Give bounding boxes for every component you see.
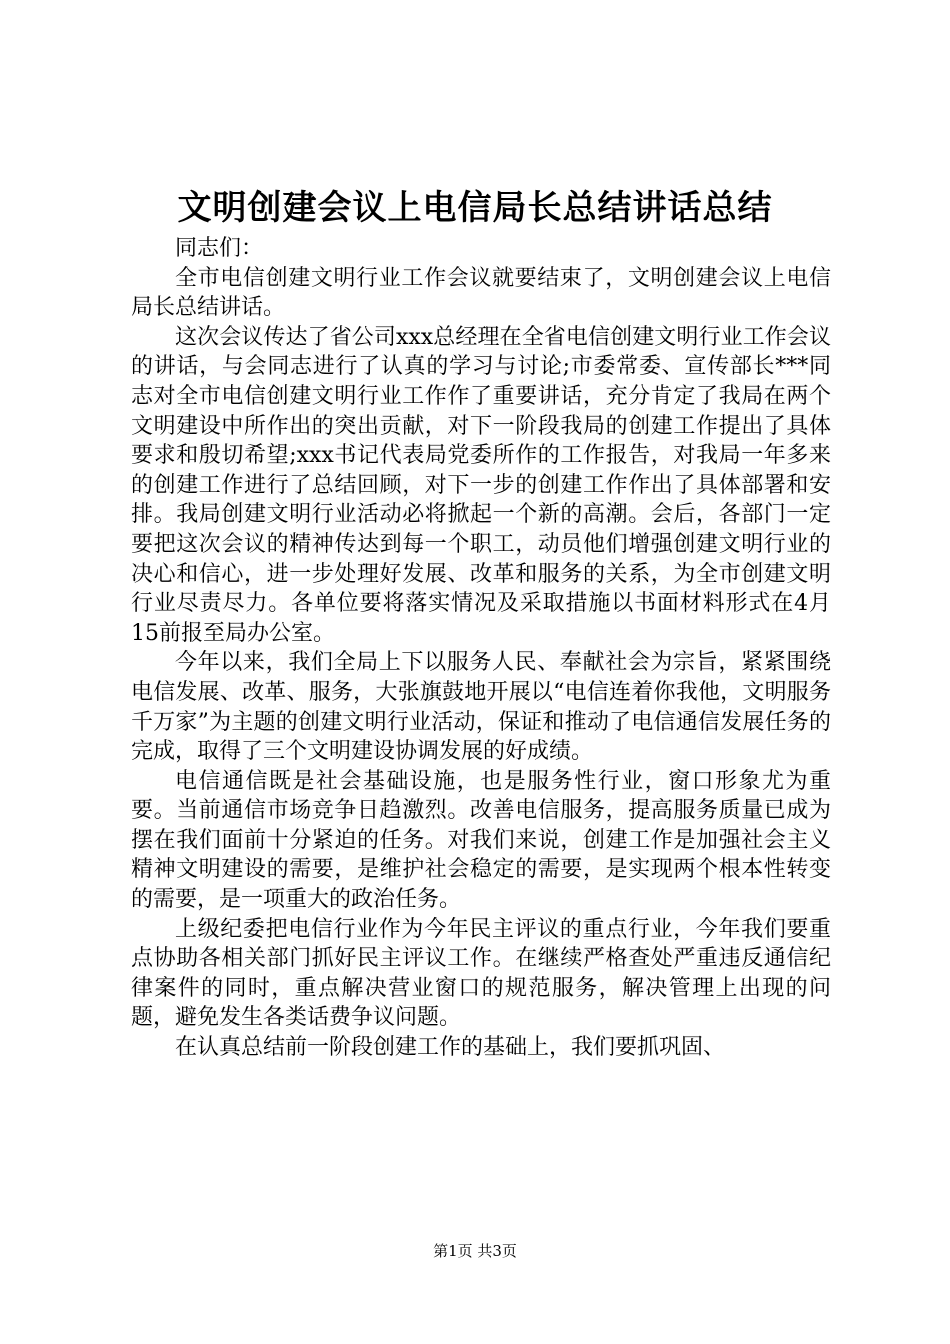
paragraph: 这次会议传达了省公司xxx总经理在全省电信创建文明行业工作会议的讲话，与会同志进行了认真的学习与讨论;市委常委、宣传部长***同志对全市电信创建文明行业工作作了重要讲话，充分肯定了我局在两个文明建设中所作出的突出贡献，对下一阶段我局的创建工作提出了具体要求和殷切希望;xxx书记代表局党委所作的工作报告，对我局一年多来的创建工作进行了总结回顾，对下一步的创建工作作出了具体部署和安排。我局创建文明行业活动必将掀起一个新的高潮。会后，各部门一定要把这次会议的精神传达到每一个职工，动员他们增强创建文明行业的决心和信心，进一步处理好发展、改革和服务的关系，为全市创建文明行业尽责尽力。各单位要将落实情况及采取措施以书面材料形式在4月15前报至局办公室。 (131, 324, 831, 646)
paragraph: 今年以来，我们全局上下以服务人民、奉献社会为宗旨，紧紧围绕电信发展、改革、服务，大张旗鼓地开展以“电信连着你我他，文明服务千万家”为主题的创建文明行业活动，保证和推动了电信通信发展任务的完成，取得了三个文明建设协调发展的好成绩。 (131, 650, 831, 765)
paragraph: 电信通信既是社会基础设施，也是服务性行业，窗口形象尤为重要。当前通信市场竞争日趋激烈。改善电信服务，提高服务质量已成为摆在我们面前十分紧迫的任务。对我们来说，创建工作是加强社会主义精神文明建设的需要，是维护社会稳定的需要，是实现两个根本性转变的需要，是一项重大的政治任务。 (131, 768, 831, 913)
page-number-footer: 第1页 共3页 (433, 1242, 517, 1260)
document-title: 文明创建会议上电信局长总结讲话总结 (177, 188, 773, 228)
paragraph: 在认真总结前一阶段创建工作的基础上，我们要抓巩固、 (175, 1035, 726, 1061)
paragraph: 上级纪委把电信行业作为今年民主评议的重点行业，今年我们要重点协助各相关部门抓好民主评议工作。在继续严格查处严重违反通信纪律案件的同时，重点解决营业窗口的规范服务，解决管理上出现的问题，避免发生各类话费争议问题。 (131, 916, 831, 1031)
document-body (131, 234, 831, 1063)
paragraph: 全市电信创建文明行业工作会议就要结束了，文明创建会议上电信局长总结讲话。 (131, 265, 831, 321)
salutation: 同志们： (175, 236, 264, 261)
